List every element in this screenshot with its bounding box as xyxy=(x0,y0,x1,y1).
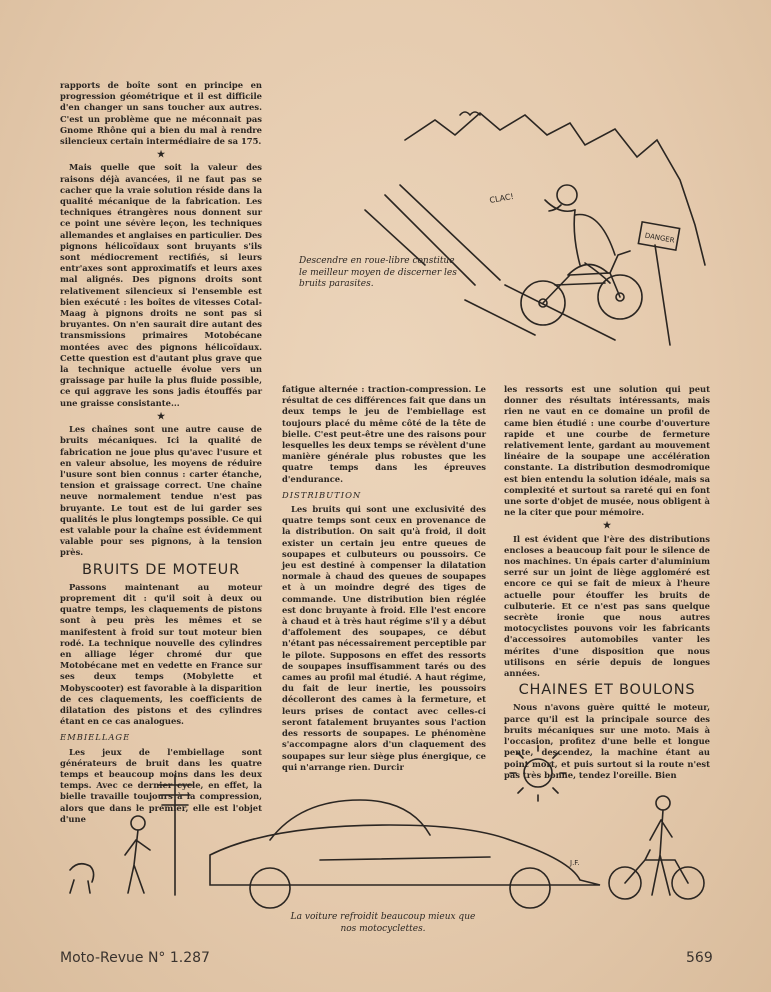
paragraph: Les bruits qui sont une exclusivité des quatre temps sont ceux en provenance de la distribution. On sait qu'à froid, il doit exister un certain jeu entre queues de soupapes et culbuteurs ou poussoirs. Ce jeu est destiné à compenser la dilatation normale à chaud des queues de soupapes et à un moindre degré des tiges de commande. Une distribution bien réglée est donc bruyante à froid. Elle l'est encore à chaud et à très haut régime s'il y a début d'affolement des soupapes, ce début n'étant pas nécessairement perceptible par le pilote. Supposons en effet des ressorts de soupapes insuffisamment tarés ou des cames au profil mal étudié. A haut régime, du fait de leur inertie, les poussoirs décolleront des cames à la fermeture, et leurs prises de contact avec celles-ci seront fatalement bruyantes sous l'action des ressorts de soupapes. Le phénomène s'accompagne alors d'un claquement des soupapes sur leur siège plus énergique, ce qui n'arrange rien. Durcir xyxy=(282,504,486,772)
paragraph: Les jeux de l'embiellage sont générateurs de bruit dans les quatre temps et beaucoup moins dans les deux temps. Avec ce dernier cycle, en effet, la bielle travaille toujours à la compression, alors que dans le premier, elle est l'objet d'une xyxy=(60,746,262,824)
danger-sign-text: DANGER xyxy=(644,231,676,245)
sound-effect-text: CLAC! xyxy=(488,191,515,205)
separator-star: ★ xyxy=(156,150,166,161)
car-motorcycle-illustration xyxy=(60,745,710,910)
paragraph: les ressorts est une solution qui peut donner des résultats intéressants, mais rien ne vaut en ce domaine un profil de came bien étudié : une courbe d'ouverture rapide et une courbe de fermeture relativement lente, gardant au mouvement linéaire de la soupape une accélération constante. La distribution desmodromique est bien entendu la solution idéale, mais sa complexité et surtout sa rareté qui en font une sorte d'objet de musée, nous obligent à ne la citer que pour mémoire. xyxy=(504,384,710,518)
paragraph: Les chaînes sont une autre cause de bruits mécaniques. Ici la qualité de fabrication ne joue plus qu'avec l'usure et en valeur absolue, les moyens de réduire l'usure sont bien connus : carter étanche, tension et graissage correct. Une chaîne neuve normalement tendue n'est pas bruyante. Le tout est de lui garder ses qualités le plus longtemps possible. Ce qui est valable pour la chaîne est évidemment valable pour ses pignons, à la tension près. xyxy=(60,424,262,558)
page-number: 569 xyxy=(686,950,713,966)
motorcyclist-illustration xyxy=(285,85,720,355)
column-2 xyxy=(282,384,486,775)
footer-magazine-issue: Moto-Revue N° 1.287 xyxy=(60,950,210,966)
paragraph: Nous n'avons guère quitté le moteur, parce qu'il est la principale source des bruits mécaniques sur une moto. Mais à l'occasion, profitez d'une belle et longue pente, descendez, la machine étant au point mort, et puis surtout si la route n'est pas très bonne, tendez l'oreille. Bien xyxy=(504,702,710,780)
paragraph: rapports de boîte sont en principe en progression géométrique et il est difficile d'en changer un sans toucher aux autres. C'est un problème que ne méconnait pas Gnome Rhône qui a bien du mal à rendre silencieux certain intermédiaire de sa 175. xyxy=(60,80,262,147)
separator-star: ★ xyxy=(156,411,166,422)
bottom-illustration-caption: La voiture refroidit beaucoup mieux que nos motocyclettes. xyxy=(290,912,476,934)
subsection-heading: EMBIELLAGE xyxy=(60,732,131,743)
separator-star: ★ xyxy=(602,521,612,532)
section-heading: BRUITS DE MOTEUR xyxy=(82,561,240,578)
section-heading: CHAINES ET BOULONS xyxy=(518,682,696,699)
artist-signature: J.F. xyxy=(570,859,580,867)
paragraph: Mais quelle que soit la valeur des raisons déjà avancées, il ne faut pas se cacher que la vraie solution réside dans la qualité mécanique de la fabrication. Les techniques étrangères nous donnent sur ce point une sévère leçon, les techniques allemandes et anglaises en particulier. Des pignons hélicoïdaux sont bruyants s'ils sont médiocrement rectifiés, si leurs entr'axes sont approximatifs et leurs axes mal alignés. Des pignons droits sont relativement silencieux si l'ensemble est bien exécuté : les boîtes de vitesses Cotal-Maag à pignons droits ne sont pas si bruyantes. On n'en saurait dire autant des transmissions primaires Motobécane montées avec des pignons hélicoïdaux. Cette question est d'autant plus grave que la technique actuelle évolue vers un graissage par huile la plus fluide possible, ce qui aggrave les sons jadis étouffés par une graisse consistante... xyxy=(60,162,262,408)
top-illustration-caption: Descendre en roue-libre constitue le meilleur moyen de discerner les bruits parasites. xyxy=(299,256,457,289)
paragraph: Il est évident que l'ère des distributions encloses a beaucoup fait pour le silence de nos machines. Un épais carter d'aluminium serré sur un joint de liège aggloméré est encore ce qui se fait de mieux à l'heure actuelle pour étouffer les bruits de culbuterie. Et ce n'est pas sans quelque secrète ironie que nous autres motocyclistes pouvons voir les fabricants d'accessoires automobiles vanter les mérites d'une disposition que nous utilisons en série depuis de longues années. xyxy=(504,533,710,679)
column-1 xyxy=(60,80,262,827)
paragraph: fatigue alternée : traction-compression. Le résultat de ces différences fait que dans un deux temps le jeu de l'embiellage est toujours placé du même côté de la tête de bielle. C'est peut-être une des raisons pour lesquelles les deux temps se révèlent d'une manière générale plus robustes que les quatre temps dans les épreuves d'endurance. xyxy=(282,384,486,484)
subsection-heading: DISTRIBUTION xyxy=(282,489,362,500)
paragraph: Passons maintenant au moteur proprement dit : qu'il soit à deux ou quatre temps, les claquements de pistons sont à peu près les mêmes et se manifestent à froid sur tout moteur bien rodé. La technique nouvelle des cylindres en alliage léger chromé dur que Motobécane met en vedette en France sur ses deux temps (Mobylette et Mobyscooter) est favorable à la disparition de ces claquements, les coefficients de dilatation des pistons et des cylindres étant en ce cas analogues. xyxy=(60,581,262,727)
column-3 xyxy=(504,384,710,783)
